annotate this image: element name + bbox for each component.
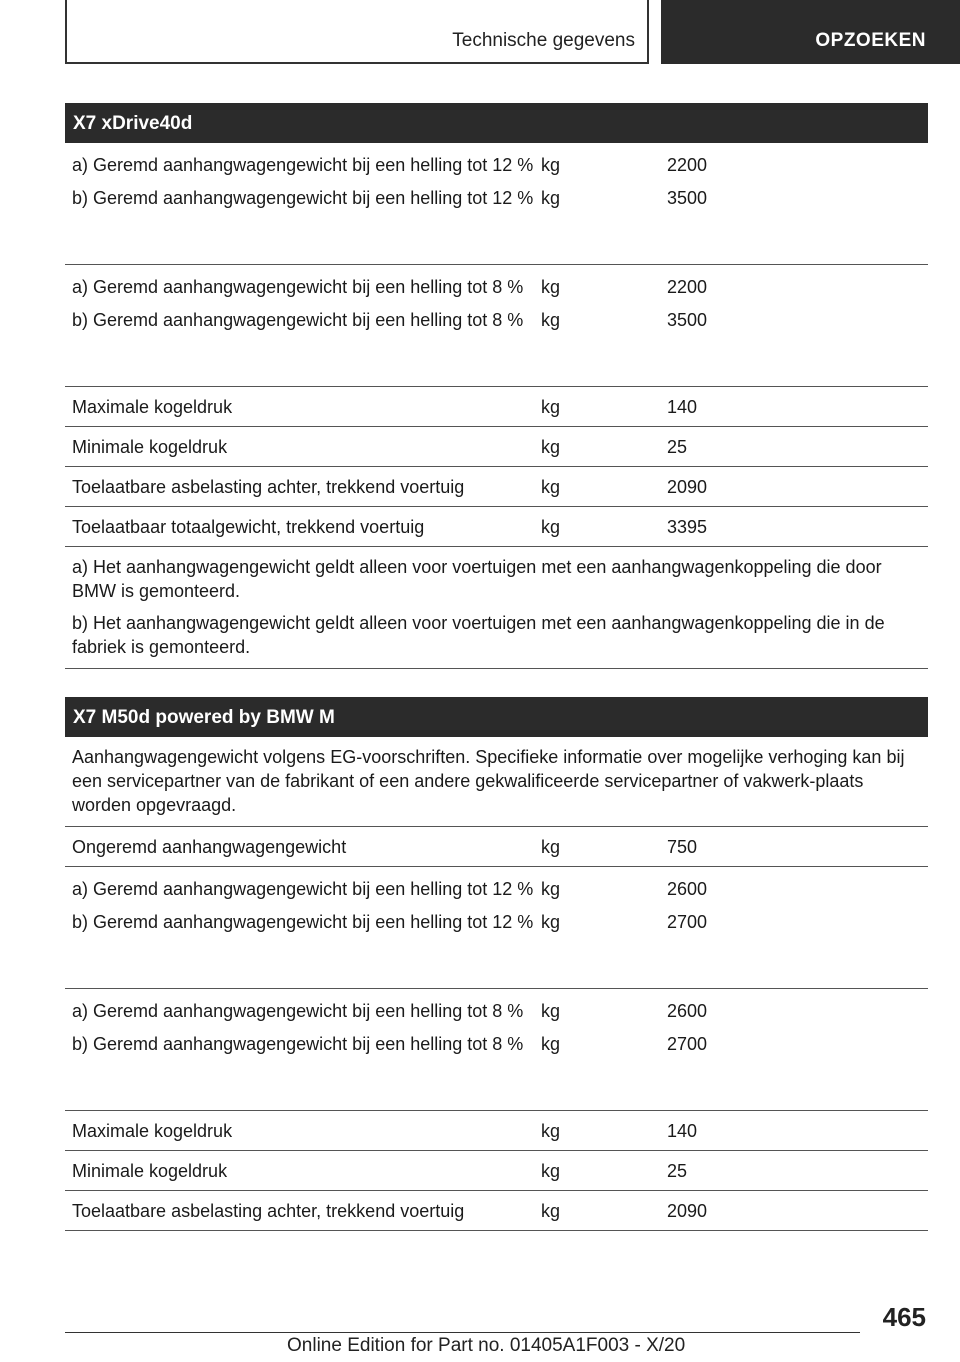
row-unit: kg xyxy=(541,836,561,857)
row-unit: kg xyxy=(541,396,561,417)
row-value: 2600 xyxy=(667,1001,708,1021)
row-label: Minimale kogeldruk xyxy=(72,1160,228,1181)
header-section-box xyxy=(65,0,649,64)
row-label: Ongeremd aanhangwagengewicht xyxy=(72,836,347,857)
row-label: Toelaatbaar totaalgewicht, trekkend voertuig xyxy=(72,516,425,537)
table-notes xyxy=(65,547,928,669)
row-unit: kg xyxy=(541,1200,561,1221)
row-label: Toelaatbare asbelasting achter, trekkend voertuig xyxy=(72,476,465,497)
row-unit: kg xyxy=(541,1034,561,1054)
table-row xyxy=(65,265,928,387)
table-row xyxy=(65,989,928,1111)
spec-table-m50d xyxy=(65,697,928,1231)
row-unit: kg xyxy=(541,879,561,899)
row-unit: kg xyxy=(541,516,561,537)
table-row xyxy=(65,387,928,427)
row-label: a) Geremd aanhangwagengewicht bij een helling tot 8 % xyxy=(72,1001,524,1021)
table-title: X7 M50d powered by BMW M xyxy=(65,697,928,737)
row-label: Toelaatbare asbelasting achter, trekkend voertuig xyxy=(72,1200,465,1221)
table-row xyxy=(65,1191,928,1231)
row-label: b) Geremd aanhangwagengewicht bij een helling tot 8 % xyxy=(72,1034,524,1054)
table-row xyxy=(65,867,928,989)
row-label: b) Geremd aanhangwagengewicht bij een helling tot 8 % xyxy=(72,310,524,330)
note-a: a) Het aanhangwagengewicht geldt alleen voor voertuigen met een aanhangwagenkoppeling die door BMW is gemonteerd. xyxy=(72,557,882,601)
row-unit: kg xyxy=(541,912,561,932)
opzoeken-tab-label: OPZOEKEN xyxy=(815,30,926,51)
row-unit: kg xyxy=(541,1001,561,1021)
table-row xyxy=(65,1151,928,1191)
row-label: a) Geremd aanhangwagengewicht bij een helling tot 8 % xyxy=(72,277,524,297)
row-value: 25 xyxy=(667,1160,688,1181)
table-row xyxy=(65,827,928,867)
footer-divider xyxy=(65,1332,860,1333)
table-title: X7 xDrive40d xyxy=(65,103,928,143)
row-unit: kg xyxy=(541,476,561,497)
intro-text: Aanhangwagengewicht volgens EG-voorschriften. Specifieke informatie over mogelijke verhoging kan bij een servicepartner van de fabrikant of een andere gekwalificeerde servicepartner of vakwerk-plaats worden opgevraagd. xyxy=(72,747,905,815)
row-unit: kg xyxy=(541,188,561,208)
row-value: 2700 xyxy=(667,1034,708,1054)
row-unit: kg xyxy=(541,436,561,457)
row-value: 2200 xyxy=(667,277,708,297)
section-title: Technische gegevens xyxy=(452,30,635,51)
row-value: 140 xyxy=(667,1120,698,1141)
row-value: 3500 xyxy=(667,310,708,330)
row-unit: kg xyxy=(541,1120,561,1141)
table-row xyxy=(65,467,928,507)
note-b: b) Het aanhangwagengewicht geldt alleen voor voertuigen met een aanhangwagenkoppeling die in de fabriek is gemonteerd. xyxy=(72,613,885,657)
table-row xyxy=(65,1111,928,1151)
row-unit: kg xyxy=(541,155,561,175)
row-label: a) Geremd aanhangwagengewicht bij een helling tot 12 % xyxy=(72,155,534,175)
row-value: 25 xyxy=(667,436,688,457)
row-label: Minimale kogeldruk xyxy=(72,436,228,457)
opzoeken-tab[interactable] xyxy=(661,0,960,64)
spec-table-xdrive40d xyxy=(65,103,928,669)
row-value: 2200 xyxy=(667,155,708,175)
row-label: Maximale kogeldruk xyxy=(72,396,233,417)
row-value: 2090 xyxy=(667,476,708,497)
table-row xyxy=(65,507,928,547)
table-intro xyxy=(65,737,928,827)
row-label: b) Geremd aanhangwagengewicht bij een helling tot 12 % xyxy=(72,188,534,208)
row-value: 3395 xyxy=(667,516,708,537)
row-label: Maximale kogeldruk xyxy=(72,1120,233,1141)
row-unit: kg xyxy=(541,1160,561,1181)
row-unit: kg xyxy=(541,277,561,297)
row-value: 140 xyxy=(667,396,698,417)
table-row xyxy=(65,427,928,467)
row-value: 2090 xyxy=(667,1200,708,1221)
row-label: a) Geremd aanhangwagengewicht bij een helling tot 12 % xyxy=(72,879,534,899)
row-unit: kg xyxy=(541,310,561,330)
row-value: 2700 xyxy=(667,912,708,932)
table-row xyxy=(65,143,928,265)
page-number: 465 xyxy=(882,1302,926,1332)
footer-edition: Online Edition for Part no. 01405A1F003 - X/20 xyxy=(287,1335,686,1356)
row-label: b) Geremd aanhangwagengewicht bij een helling tot 12 % xyxy=(72,912,534,932)
row-value: 2600 xyxy=(667,879,708,899)
row-value: 750 xyxy=(667,836,698,857)
row-value: 3500 xyxy=(667,188,708,208)
